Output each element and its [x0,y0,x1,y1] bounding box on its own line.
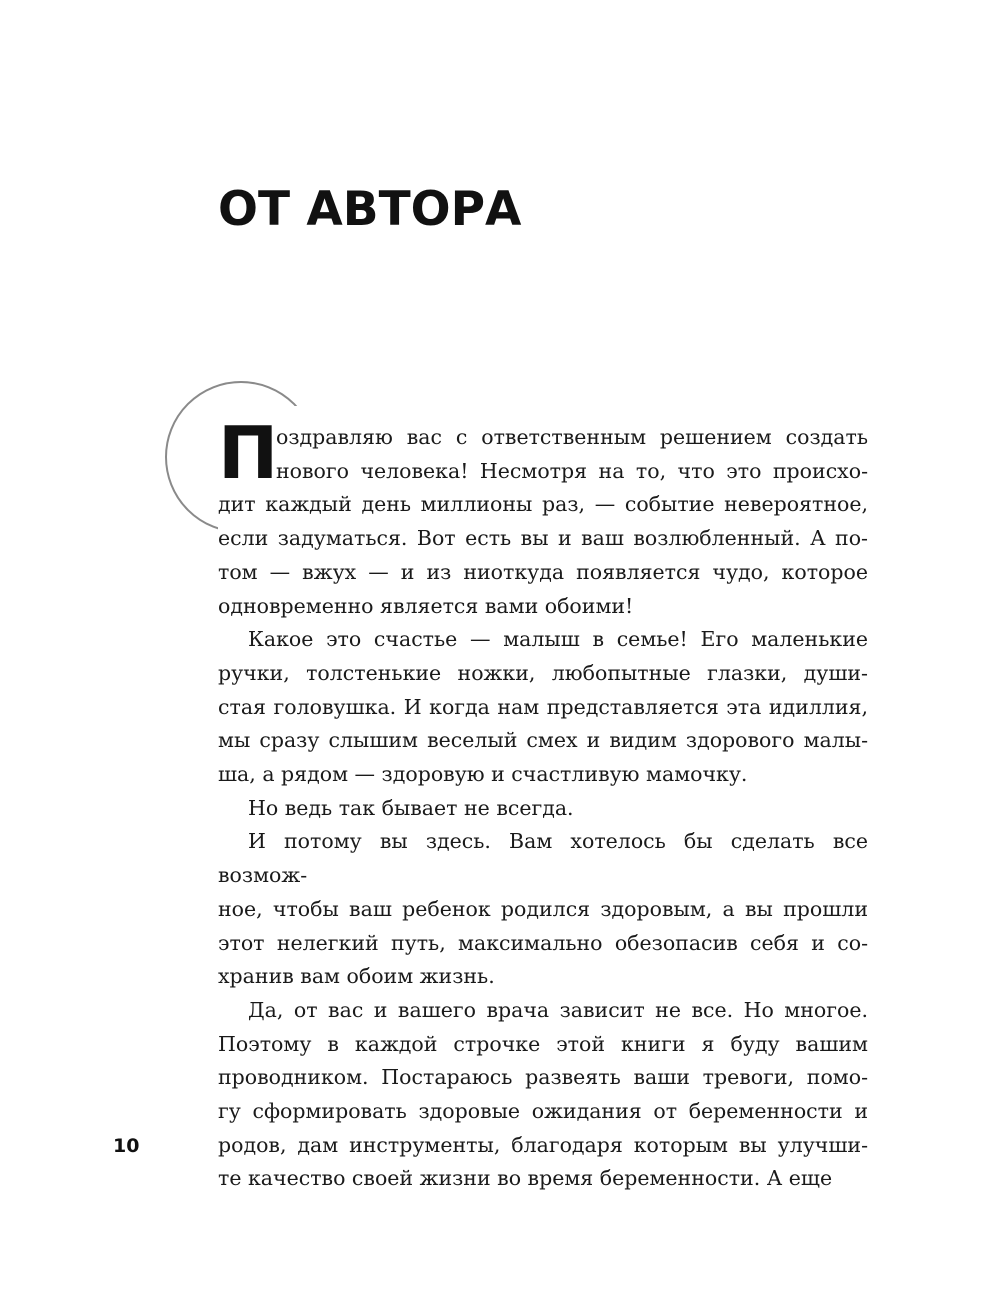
text-line: ное, чтобы ваш ребенок родился здоровым, а вы прошли [218,896,868,921]
page-number: 10 [113,1135,140,1157]
text-line: мы сразу слышим веселый смех и видим здорового малы- [218,728,868,753]
chapter-title: ОТ АВТОРА [218,182,522,237]
text-line: если задуматься. Вот есть вы и ваш возлюбленный. А по- [218,526,868,551]
text-line: дит каждый день миллионы раз, — событие невероятное, [218,492,868,517]
text-line: ша, а рядом — здоровую и счастливую мамочку. [218,762,748,787]
text-line: проводником. Постараюсь развеять ваши тревоги, помо- [218,1065,868,1090]
text-line: хранив вам обоим жизнь. [218,964,495,989]
text-line: одновременно является вами обоими! [218,593,634,618]
body-text [218,411,868,1196]
text-line: гу сформировать здоровые ожидания от беременности и [218,1099,868,1124]
text-line: И потому вы здесь. Вам хотелось бы сделать все возмож- [218,829,868,888]
drop-cap: П [218,411,279,495]
text-line: родов, дам инструменты, благодаря которым вы улучши- [218,1132,868,1157]
text-line: Какое это счастье — малыш в семье! Его маленькие [248,627,868,652]
text-line: ручки, толстенькие ножки, любопытные глазки, души- [218,660,868,685]
text-line: Но ведь так бывает не всегда. [248,795,574,820]
text-line: том — вжух — и из ниоткуда появляется чудо, которое [218,559,868,584]
text-line: этот нелегкий путь, максимально обезопасив себя и со- [218,930,868,955]
text-line: стая головушка. И когда нам представляется эта идиллия, [218,694,868,719]
text-line: Да, от вас и вашего врача зависит не все. Но многое. [248,997,868,1022]
text-line: Поэтому в каждой строчке этой книги я буду вашим [218,1031,868,1056]
text-line: оздравляю вас с ответственным решением создать [276,425,868,449]
text-line: нового человека! Несмотря на то, что это происхо- [276,458,868,483]
text-line: те качество своей жизни во время беременности. А еще [218,1166,833,1191]
